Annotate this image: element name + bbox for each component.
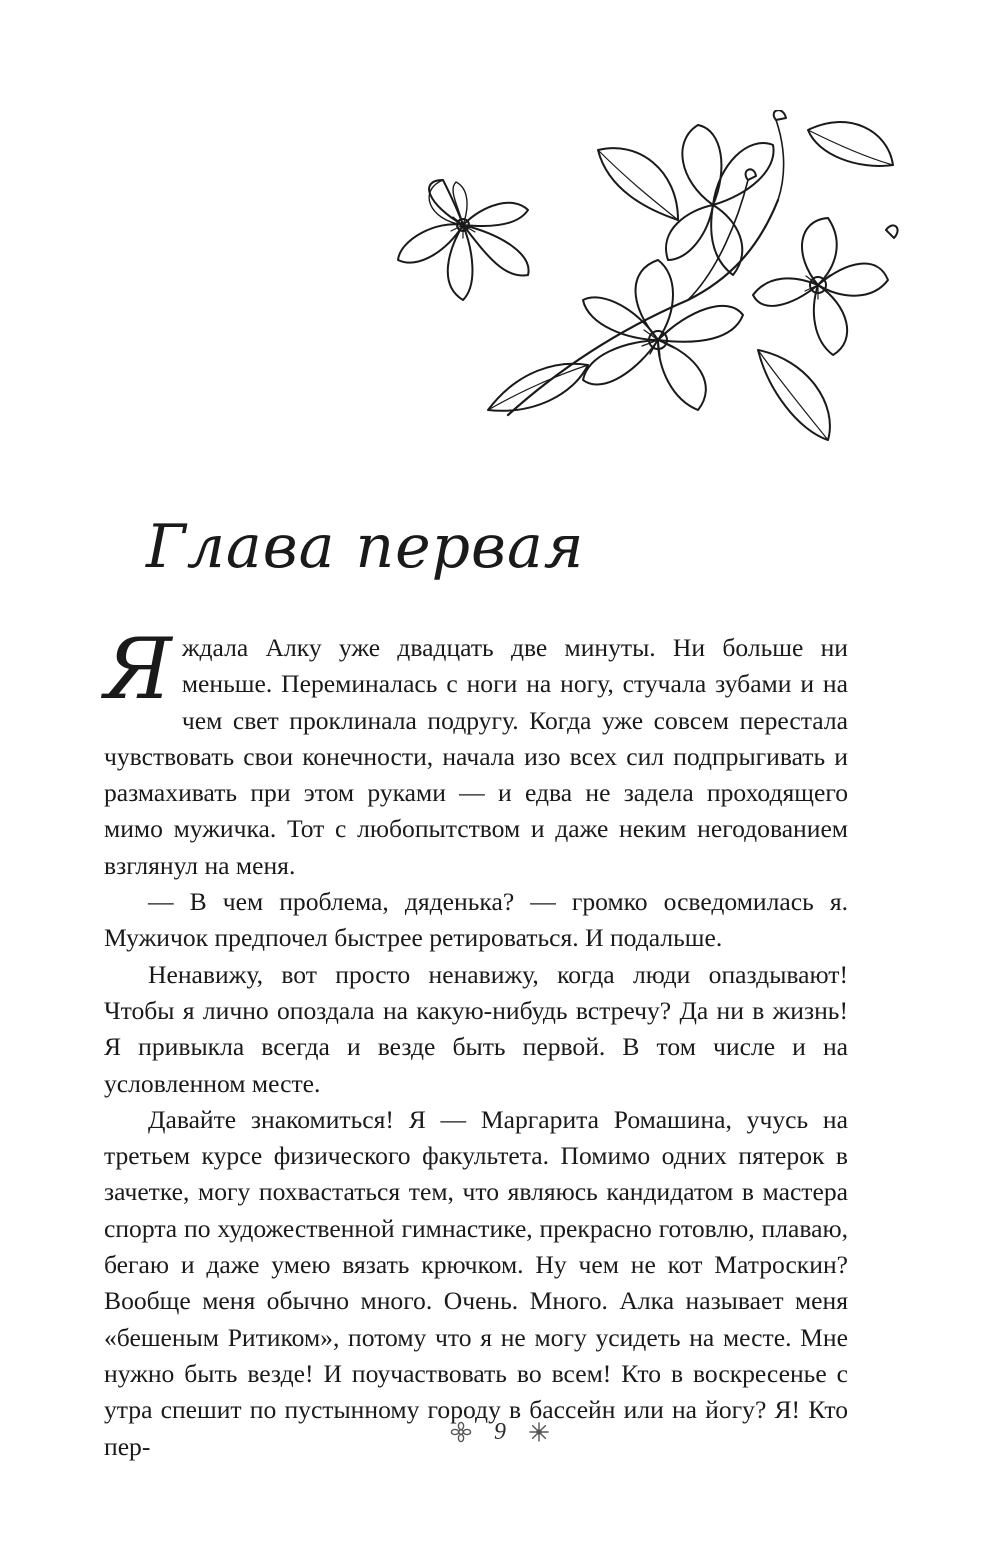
page-footer	[0, 1418, 1000, 1446]
paragraph-1-text: ждала Алку уже двадцать две минуты. Ни больше ни меньше. Переминалась с ноги на ногу, стучала зубами и на чем свет проклинала подругу. Когда уже совсем перестала чувствовать свои конечности, начала изо всех сил подпрыгивать и размахивать при этом руками — и едва не задела проходящего мимо мужичка. Тот с любопытством и даже неким негодованием взглянул на меня.	[104, 633, 848, 880]
chapter-title: Глава первая	[146, 512, 585, 582]
blossom-illustration	[388, 110, 908, 460]
flower-ornament-icon	[450, 1421, 472, 1443]
paragraph-4: Давайте знакомиться! Я — Маргарита Ромашина, учусь на третьем курсе физического факультета. Помимо одних пятерок в зачетке, могу похвастаться тем, что являюсь кандидатом в мастера спорта по художественной гимнастике, прекрасно готовлю, плаваю, бегаю и даже умею вязать крючком. Ну чем не кот Матроскин? Вообще меня обычно много. Очень. Много. Алка называет меня «бешеным Ритиком», потому что я не могу усидеть на месте. Мне нужно быть везде! И поучаствовать во всем! Кто в воскресенье с утра спешит по пустынному городу в бассейн или на йогу? Я! Кто пер-	[104, 1104, 848, 1461]
chapter-body	[104, 620, 848, 1465]
small-flower-icon	[398, 180, 529, 300]
leaf-icon	[598, 148, 678, 220]
paragraph-2: — В чем проблема, дяденька? — громко осведомилась я. Мужичок предпочел быстрее ретироваться. И подальше.	[104, 887, 848, 953]
paragraph-1	[104, 620, 848, 884]
page-number: 9	[494, 1418, 506, 1445]
snowflake-ornament-icon	[528, 1421, 550, 1443]
paragraph-3: Ненавижу, вот просто ненавижу, когда люди опаздывают! Чтобы я лично опоздала на какую-нибудь встречу? Да ни в жизнь! Я привыкла всегда и везде быть первой. В том числе и на условленном месте.	[104, 959, 848, 1098]
drop-cap: Я	[104, 620, 172, 718]
